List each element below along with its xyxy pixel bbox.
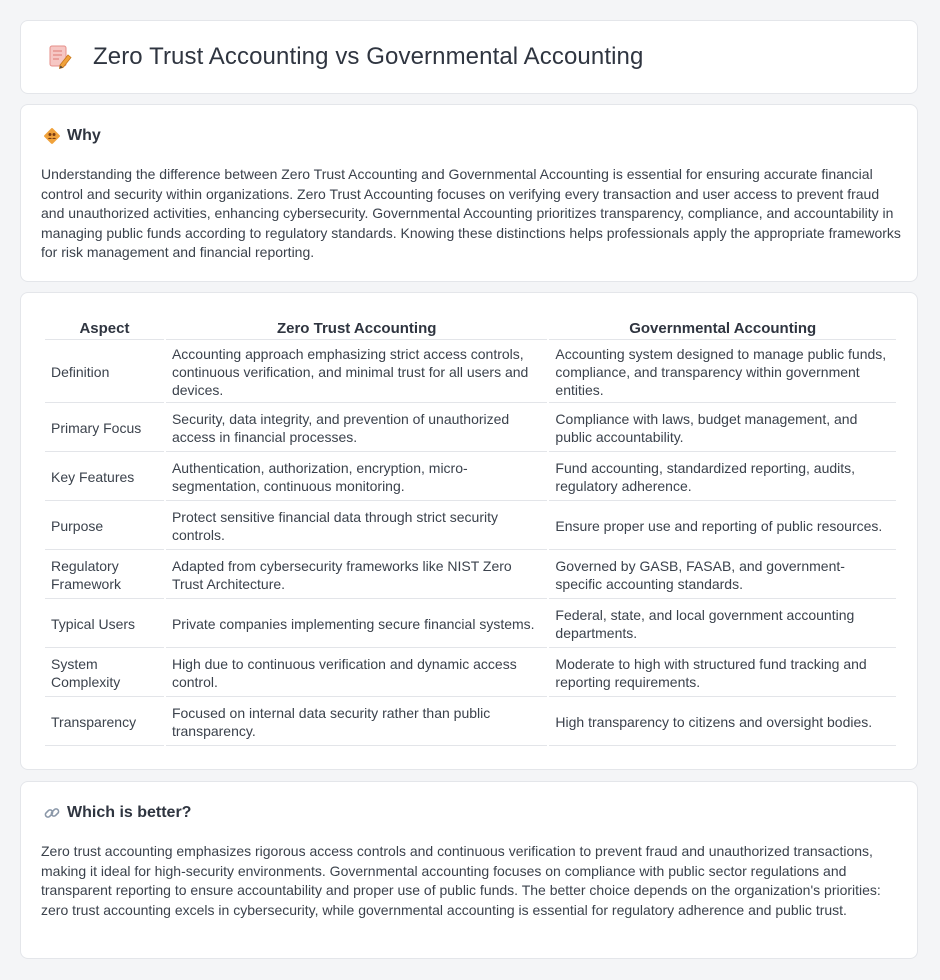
table-row [45,650,896,697]
aspect-cell: System Complexity [45,650,164,697]
governmental-cell: Accounting system designed to manage public funds, compliance, and transparency within government entities. [549,342,896,403]
zero-trust-cell: High due to continuous verification and dynamic access control. [166,650,547,697]
aspect-cell: Key Features [45,454,164,501]
zero-trust-cell: Focused on internal data security rather than public transparency. [166,699,547,746]
aspect-cell: Regulatory Framework [45,552,164,599]
table-row [45,552,896,599]
better-heading: Which is better? [67,804,192,821]
table-row [45,601,896,648]
governmental-cell: Ensure proper use and reporting of public resources. [549,503,896,550]
zero-trust-cell: Security, data integrity, and prevention of unauthorized access in financial processes. [166,405,547,452]
aspect-cell: Transparency [45,699,164,746]
aspect-cell: Primary Focus [45,405,164,452]
table-row [45,503,896,550]
diamond-people-icon [43,127,61,145]
header-card [20,20,918,94]
page-title: Zero Trust Accounting vs Governmental Accounting [93,43,644,70]
aspect-cell: Typical Users [45,601,164,648]
governmental-cell: Compliance with laws, budget management, and public accountability. [549,405,896,452]
why-card [20,104,918,282]
zero-trust-cell: Adapted from cybersecurity frameworks like NIST Zero Trust Architecture. [166,552,547,599]
zero-trust-cell: Private companies implementing secure financial systems. [166,601,547,648]
better-text: Zero trust accounting emphasizes rigorous access controls and continuous verification to prevent fraud and unauthorized transactions, making it ideal for high-security environments. Governmental accounting focuses on compliance with public sector regulations and transparent reporting to ensure accountability and proper use of public funds. The better choice depends on the organization's priorities: zero trust accounting excels in cybersecurity, while governmental accounting is essential for regulatory adherence and public trust. [41,843,881,918]
table-row [45,405,896,452]
title-row [47,43,643,71]
aspect-cell: Purpose [45,503,164,550]
governmental-cell: High transparency to citizens and oversight bodies. [549,699,896,746]
which-better-card [20,781,918,959]
header-zero-trust: Zero Trust Accounting [166,317,547,340]
governmental-cell: Fund accounting, standardized reporting, audits, regulatory adherence. [549,454,896,501]
zero-trust-cell: Accounting approach emphasizing strict access controls, continuous verification, and minimal trust for all users and devices. [166,342,547,403]
document-pen-icon [47,43,73,71]
table-row [45,342,896,403]
comparison-card [20,292,918,770]
better-heading-row [43,804,191,822]
table-header-row [45,317,896,340]
why-heading: Why [67,127,101,144]
comparison-table [43,315,898,748]
table-row [45,454,896,501]
header-aspect: Aspect [45,317,164,340]
governmental-cell: Moderate to high with structured fund tracking and reporting requirements. [549,650,896,697]
governmental-cell: Federal, state, and local government accounting departments. [549,601,896,648]
why-heading-row [43,127,101,145]
zero-trust-cell: Protect sensitive financial data through strict security controls. [166,503,547,550]
aspect-cell: Definition [45,342,164,403]
governmental-cell: Governed by GASB, FASAB, and government-specific accounting standards. [549,552,896,599]
link-icon [43,804,61,822]
header-governmental: Governmental Accounting [549,317,896,340]
table-row [45,699,896,746]
why-text: Understanding the difference between Zero Trust Accounting and Governmental Accounting is essential for ensuring accurate financial control and security within organizations. Zero Trust Accounting focuses on verifying every transaction and user access to prevent fraud and unauthorized activities, enhancing cybersecurity. Governmental Accounting prioritizes transparency, compliance, and accountability in managing public funds according to regulatory standards. Knowing these distinctions helps professionals apply the appropriate frameworks for risk management and financial reporting. [41,166,901,261]
zero-trust-cell: Authentication, authorization, encryption, micro-segmentation, continuous monitoring. [166,454,547,501]
